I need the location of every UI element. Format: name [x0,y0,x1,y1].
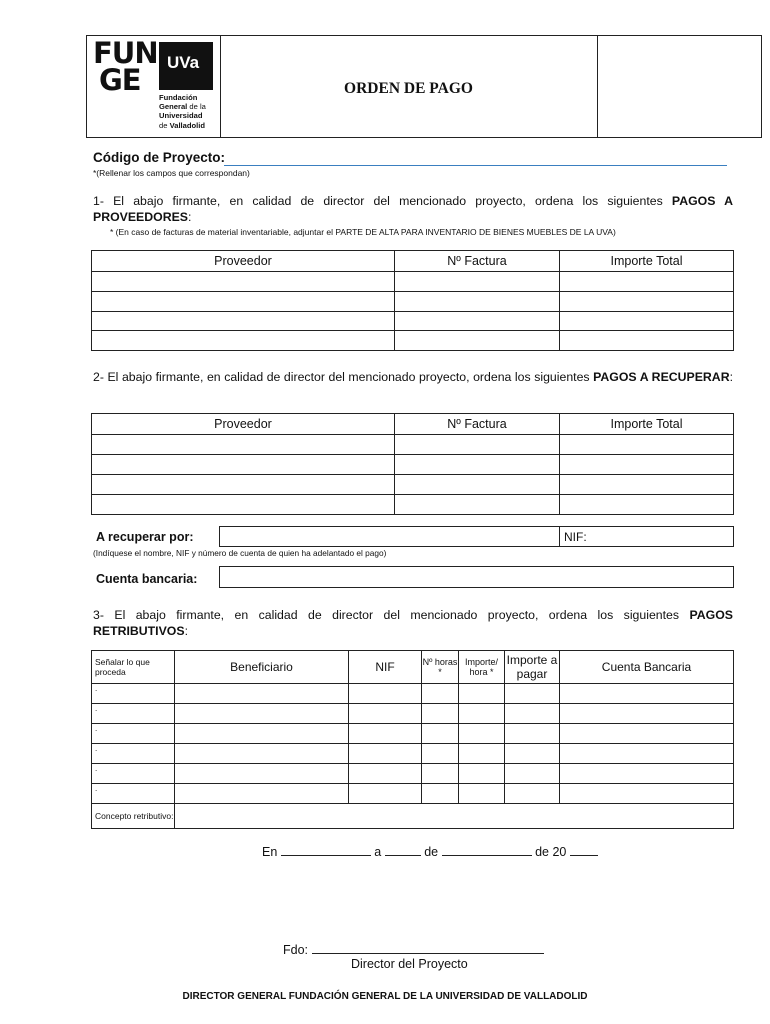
logo-caption-line: Universidad [159,111,203,121]
table-cell[interactable] [395,475,560,495]
section2-text [93,369,733,385]
table-row [92,475,734,495]
recover-note: (Indíquese el nombre, NIF y número de cuenta de quien ha adelantado el pago) [93,548,387,558]
concept-field[interactable] [175,804,734,829]
logo-caption-word: de [159,120,168,130]
table-cell[interactable] [560,744,734,764]
table-cell[interactable] [560,455,734,475]
recover-table [91,413,734,515]
date-year-label: de 20 [535,845,567,859]
table-cell[interactable] [175,744,349,764]
table-cell[interactable] [349,764,422,784]
col-importe-pagar: Importe a pagar [505,651,560,684]
table-cell[interactable] [422,784,459,804]
table-cell[interactable] [349,784,422,804]
document-title: ORDEN DE PAGO [344,80,473,97]
table-row [92,784,734,804]
recover-label: A recuperar por: [96,530,194,544]
signature-line [283,941,544,957]
col-factura: Nº Factura [395,251,560,272]
signature-field[interactable] [312,941,544,954]
table-cell[interactable] [92,292,395,312]
table-row [92,455,734,475]
logo-caption-word: de la [189,102,206,112]
section2-text-bold: PAGOS A RECUPERAR [593,370,730,384]
table-cell[interactable] [175,784,349,804]
table-row [92,744,734,764]
nif-field[interactable] [559,526,734,547]
section2-text-a: 2- El abajo firmante, en calidad de director del mencionado proyecto, ordena los siguientes [93,370,590,384]
table-cell[interactable] [505,724,560,744]
section1-text-bold: PAGOS A PROVEEDORES [93,194,734,224]
table-cell[interactable] [92,272,395,292]
table-cell[interactable] [560,312,734,331]
project-note: *(Rellenar los campos que correspondan) [93,168,250,178]
table-cell[interactable] [395,272,560,292]
header-box [86,35,762,138]
col-nif: NIF [349,651,422,684]
table-cell[interactable] [395,435,560,455]
salary-table [91,650,734,829]
table-cell[interactable] [422,684,459,704]
logo-line2: GE [99,63,141,97]
table-cell[interactable] [459,704,505,724]
table-cell[interactable] [459,784,505,804]
col-proveedor: Proveedor [92,251,395,272]
table-cell[interactable] [92,455,395,475]
date-month-field[interactable] [442,843,532,856]
table-cell[interactable] [560,292,734,312]
section3-text-bold: PAGOS RETRIBUTIVOS [93,608,733,638]
table-cell[interactable] [92,495,395,515]
table-cell[interactable] [395,312,560,331]
table-cell[interactable] [505,684,560,704]
nif-label: NIF: [564,530,587,544]
logo-cell [87,36,221,137]
col-importe: Importe Total [560,251,734,272]
project-code-field[interactable] [224,165,727,166]
table-cell[interactable] [349,684,422,704]
logo-caption-word: Valladolid [169,120,206,130]
table-cell[interactable] [422,704,459,724]
table-cell[interactable] [349,704,422,724]
header-divider [597,36,598,137]
table-cell[interactable] [560,331,734,351]
section2-text-end: : [729,370,733,384]
table-cell[interactable] [505,704,560,724]
table-cell[interactable] [560,272,734,292]
table-cell[interactable] [560,495,734,515]
providers-table [91,250,734,351]
table-cell[interactable] [422,724,459,744]
bank-account-field[interactable] [219,566,734,588]
table-cell[interactable] [175,684,349,704]
logo-badge [159,42,213,90]
table-cell[interactable] [92,312,395,331]
table-cell[interactable] [92,475,395,495]
table-cell[interactable] [560,435,734,455]
table-cell[interactable] [175,764,349,784]
table-cell[interactable] [560,475,734,495]
col-proveedor: Proveedor [92,414,395,435]
table-row [92,704,734,724]
section1-note: * (En caso de facturas de material inventariable, adjuntar el PARTE DE ALTA PARA INVENTARIO DE BIENES MUEBLES DE LA UVA) [110,227,616,237]
col-importe: Importe Total [560,414,734,435]
date-en-label: En [262,845,278,859]
table-cell[interactable] [92,331,395,351]
table-cell[interactable] [505,764,560,784]
table-row [92,312,734,331]
logo-wordmark [93,36,158,97]
row-marker[interactable]: . [92,744,175,764]
footer-text: DIRECTOR GENERAL FUNDACIÓN GENERAL DE LA UNIVERSIDAD DE VALLADOLID [182,991,588,1002]
table-cell[interactable] [459,764,505,784]
col-cuenta: Cuenta Bancaria [560,651,734,684]
table-cell[interactable] [560,764,734,784]
date-de-label: de [424,845,439,859]
logo-caption [159,93,206,130]
table-row [92,764,734,784]
col-factura: Nº Factura [395,414,560,435]
recover-name-field[interactable] [219,526,560,547]
table-cell[interactable] [560,784,734,804]
table-cell[interactable] [560,684,734,704]
logo-badge-text: UVa [167,53,200,72]
section1-text-a: 1- El abajo firmante, en calidad de director del mencionado proyecto, ordena los siguientes [93,194,663,208]
table-cell[interactable] [422,764,459,784]
logo-caption-line: Fundación [159,93,198,102]
date-place-field[interactable] [281,843,371,856]
col-horas: Nº horas * [422,651,459,684]
table-row [92,724,734,744]
signature-label: Fdo: [283,943,309,957]
table-cell[interactable] [422,744,459,764]
col-select: Señalar lo que proceda [92,651,175,684]
logo-line1: FUN [93,36,158,70]
row-marker[interactable]: . [92,704,175,724]
date-a-label: a [374,845,382,859]
section3-text-end: : [184,624,188,638]
section3-text [93,607,733,639]
date-day-field[interactable] [385,843,421,856]
table-cell[interactable] [349,724,422,744]
table-cell[interactable] [175,724,349,744]
table-row [92,684,734,704]
table-cell[interactable] [395,331,560,351]
row-marker[interactable]: . [92,684,175,704]
table-cell[interactable] [175,704,349,724]
table-cell[interactable] [459,724,505,744]
row-marker[interactable]: . [92,764,175,784]
row-marker[interactable]: . [92,724,175,744]
col-beneficiario: Beneficiario [175,651,349,684]
table-cell[interactable] [349,744,422,764]
table-cell[interactable] [505,744,560,764]
table-row [92,435,734,455]
logo-caption-word: General [159,102,188,112]
section3-text-a: 3- El abajo firmante, en calidad de director del mencionado proyecto, ordena los siguientes [93,608,680,622]
table-row [92,272,734,292]
table-cell[interactable] [395,292,560,312]
table-row [92,495,734,515]
table-row [92,331,734,351]
date-year-field[interactable] [570,843,598,856]
table-cell[interactable] [459,744,505,764]
table-cell[interactable] [395,455,560,475]
table-cell[interactable] [459,684,505,704]
table-row [92,292,734,312]
section1-text [93,193,733,225]
table-cell[interactable] [560,704,734,724]
signature-role: Director del Proyecto [351,957,468,971]
project-code-label: Código de Proyecto: [93,150,226,165]
col-importe-hora: Importe/ hora * [459,651,505,684]
table-cell[interactable] [560,724,734,744]
row-marker[interactable]: . [92,784,175,804]
date-line [262,843,598,859]
table-cell[interactable] [395,495,560,515]
concept-label: Concepto retributivo: [92,804,175,829]
section1-text-end: : [187,210,192,224]
bank-label: Cuenta bancaria: [96,572,198,586]
table-cell[interactable] [505,784,560,804]
table-cell[interactable] [92,435,395,455]
